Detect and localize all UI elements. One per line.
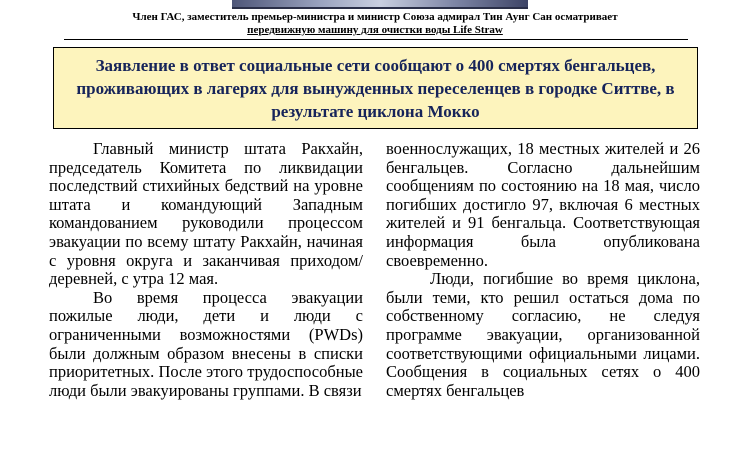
article-column-left bbox=[49, 140, 363, 400]
photo-caption bbox=[70, 11, 680, 37]
caption-line-2: передвижную машину для очистки воды Life Straw bbox=[247, 24, 503, 36]
paragraph-evacuation-leadership: Главный министр штата Ракхайн, председатель Комитета по ликвидации последствий стихийных бедствий на уровне штата и командующий Западным командованием руководили процессом эвакуации по всему штату Ракхайн, начиная с уровня округа и заканчивая приходом/деревней, с утра 12 мая. bbox=[49, 139, 363, 289]
caption-line-1: Член ГАС, заместитель премьер-министра и министр Союза адмирал Тин Аунг Сан осматривает bbox=[132, 11, 618, 23]
photo-image bbox=[232, 0, 528, 9]
headline: Заявление в ответ социальные сети сообщают о 400 смертях бенгальцев, проживающих в лагерях для вынужденных переселенцев в городке Ситтве, в результате циклона Мокко bbox=[76, 55, 675, 121]
paragraph-stayed-home: Люди, погибшие во время циклона, были теми, кто решил остаться дома по собственному согласию, не следуя программе эвакуации, организованной соответствующими официальными лицами. Сообщения в социальных сетях о 400 смертях бенгальцев bbox=[386, 269, 700, 400]
paragraph-death-toll: военнослужащих, 18 местных жителей и 26 бенгальцев. Согласно дальнейшим сообщениям по состоянию на 18 мая, число погибших достигло 97, включая 6 местных жителей и 91 бенгальца. Соответствующая информация была опубликована своевременно. bbox=[386, 139, 700, 270]
paragraph-priority-lists: Во время процесса эвакуации пожилые люди, дети и люди с ограниченными возможностями (PWDs) были должным образом внесены в списки приоритетных. После этого трудоспособные люди были эвакуированы группами. В связи bbox=[49, 287, 363, 400]
article-column-right bbox=[386, 140, 700, 400]
headline-box bbox=[53, 47, 698, 129]
divider-line bbox=[64, 39, 688, 40]
